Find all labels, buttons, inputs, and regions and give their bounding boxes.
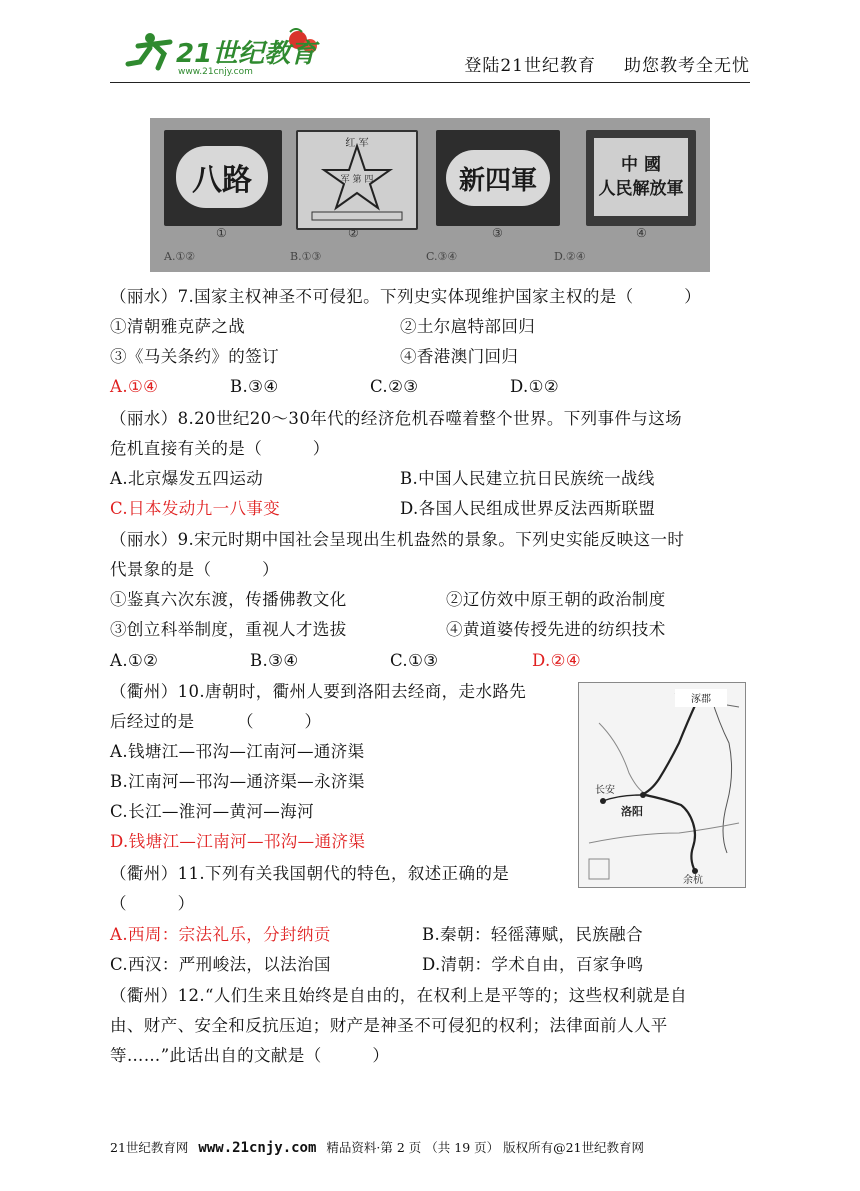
- map-label-changan: 长安: [595, 785, 615, 796]
- q11-option-a: A.西周：宗法礼乐，分封纳贡: [110, 925, 331, 944]
- q11-option-c: C.西汉：严刑峻法，以法治国: [110, 955, 331, 974]
- q10-option-a: A.钱塘江—邗沟—江南河—通济渠: [110, 742, 365, 761]
- page-footer: [110, 1138, 644, 1156]
- q9-item-1: ①鉴真六次东渡，传播佛教文化: [110, 590, 347, 609]
- q7-option-a: A.①④: [110, 377, 159, 396]
- photo-option-b: B.①③: [290, 250, 322, 263]
- photo-label-3: ③: [492, 226, 503, 240]
- q9-option-c: C.①③: [390, 651, 439, 670]
- page-header: [110, 26, 750, 83]
- armband-text-4: 中 國 人民解放軍: [594, 138, 688, 216]
- photo-label-1: ①: [216, 226, 227, 240]
- armband-panel-3: [436, 130, 560, 226]
- logo-text: 21世纪教育: [176, 39, 317, 69]
- svg-text:红 军: 红 军: [345, 138, 369, 149]
- map-label-luoyang: 洛阳: [621, 805, 643, 818]
- q9-stem-line2: 代景象的是（ ）: [110, 560, 279, 579]
- slogan-right: 助您教考全无忧: [624, 56, 750, 76]
- q8-option-b: B.中国人民建立抗日民族统一战线: [400, 469, 655, 488]
- q12-stem-line2: 由、财产、安全和反抗压迫；财产是神圣不可侵犯的权利；法律面前人人平: [110, 1016, 668, 1035]
- red-army-star-icon: [298, 132, 416, 228]
- q8-option-c: C.日本发动九一八事变: [110, 499, 281, 518]
- q9-stem-line1: （丽水）9.宋元时期中国社会呈现出生机盎然的景象。下列史实能反映这一时: [110, 530, 685, 549]
- photo-option-c: C.③④: [426, 250, 458, 263]
- site-logo: [120, 28, 320, 76]
- q9-option-a: A.①②: [110, 651, 159, 670]
- q10-option-d: D.钱塘江—江南河—邗沟—通济渠: [110, 832, 366, 851]
- q11-option-b: B.秦朝：轻徭薄赋，民族融合: [422, 925, 643, 944]
- q9-option-d: D.②④: [532, 651, 582, 670]
- q9-option-b: B.③④: [250, 651, 299, 670]
- q7-stem: （丽水）7.国家主权神圣不可侵犯。下列史实体现维护国家主权的是（ ）: [110, 287, 702, 306]
- q7-item-2: ②土尔扈特部回归: [400, 317, 536, 336]
- q10-stem-line2: 后经过的是 （ ）: [110, 712, 322, 731]
- photo-label-2: ②: [348, 226, 359, 240]
- svg-text:军 第 四: 军 第 四: [340, 175, 374, 185]
- slogan-left: 登陆21世纪教育: [464, 56, 596, 76]
- armband-text-1: 八路: [176, 146, 268, 208]
- q12-stem-line1: （衢州）12.“人们生来且始终是自由的，在权利上是平等的；这些权利就是自: [110, 986, 688, 1005]
- photo-option-d: D.②④: [554, 250, 586, 263]
- armband-panel-1: [164, 130, 282, 226]
- q9-item-4: ④黄道婆传授先进的纺织技术: [446, 620, 666, 639]
- map-label-yuhang: 余杭: [683, 875, 703, 886]
- armband-panel-4: [586, 130, 696, 226]
- armband-text-3: 新四軍: [446, 150, 550, 206]
- q7-option-b: B.③④: [230, 377, 279, 396]
- grand-canal-map: [578, 682, 746, 888]
- photo-option-a: A.①②: [164, 250, 196, 263]
- footer-site-name: 21世纪教育网: [110, 1140, 189, 1155]
- q9-item-3: ③创立科举制度，重视人才选拔: [110, 620, 347, 639]
- q8-option-a: A.北京爆发五四运动: [110, 469, 264, 488]
- q11-stem-line1: （衢州）11.下列有关我国朝代的特色，叙述正确的是: [110, 864, 510, 883]
- map-label-zhuojun: 涿郡: [691, 694, 711, 705]
- q8-stem-line1: （丽水）8.20世纪20～30年代的经济危机吞噬着整个世界。下列事件与这场: [110, 409, 683, 428]
- q11-option-d: D.清朝：学术自由，百家争鸣: [422, 955, 644, 974]
- q11-stem-line2: （ ）: [110, 894, 195, 913]
- q7-item-3: ③《马关条约》的签订: [110, 347, 279, 366]
- q8-option-d: D.各国人民组成世界反法西斯联盟: [400, 499, 656, 518]
- q10-option-b: B.江南河—邗沟—通济渠—永济渠: [110, 772, 365, 791]
- armband-photo: [150, 118, 710, 272]
- q8-stem-line2: 危机直接有关的是（ ）: [110, 439, 330, 458]
- footer-url: www.21cnjy.com: [198, 1140, 317, 1156]
- q7-item-4: ④香港澳门回归: [400, 347, 519, 366]
- q10-option-c: C.长江—淮河—黄河—海河: [110, 802, 314, 821]
- header-slogan: [436, 51, 750, 76]
- q9-item-2: ②辽仿效中原王朝的政治制度: [446, 590, 666, 609]
- armband-panel-2: [296, 130, 418, 230]
- footer-page-info: 精品资料·第 2 页 （共 19 页） 版权所有@21世纪教育网: [326, 1140, 645, 1155]
- q7-option-d: D.①②: [510, 377, 560, 396]
- photo-label-4: ④: [636, 226, 647, 240]
- q7-item-1: ①清朝雅克萨之战: [110, 317, 246, 336]
- logo-url: www.21cnjy.com: [178, 67, 253, 76]
- q12-stem-line3: 等……”此话出自的文献是（ ）: [110, 1046, 390, 1065]
- q7-option-c: C.②③: [370, 377, 419, 396]
- q10-stem-line1: （衢州）10.唐朝时，衢州人要到洛阳去经商，走水路先: [110, 682, 527, 701]
